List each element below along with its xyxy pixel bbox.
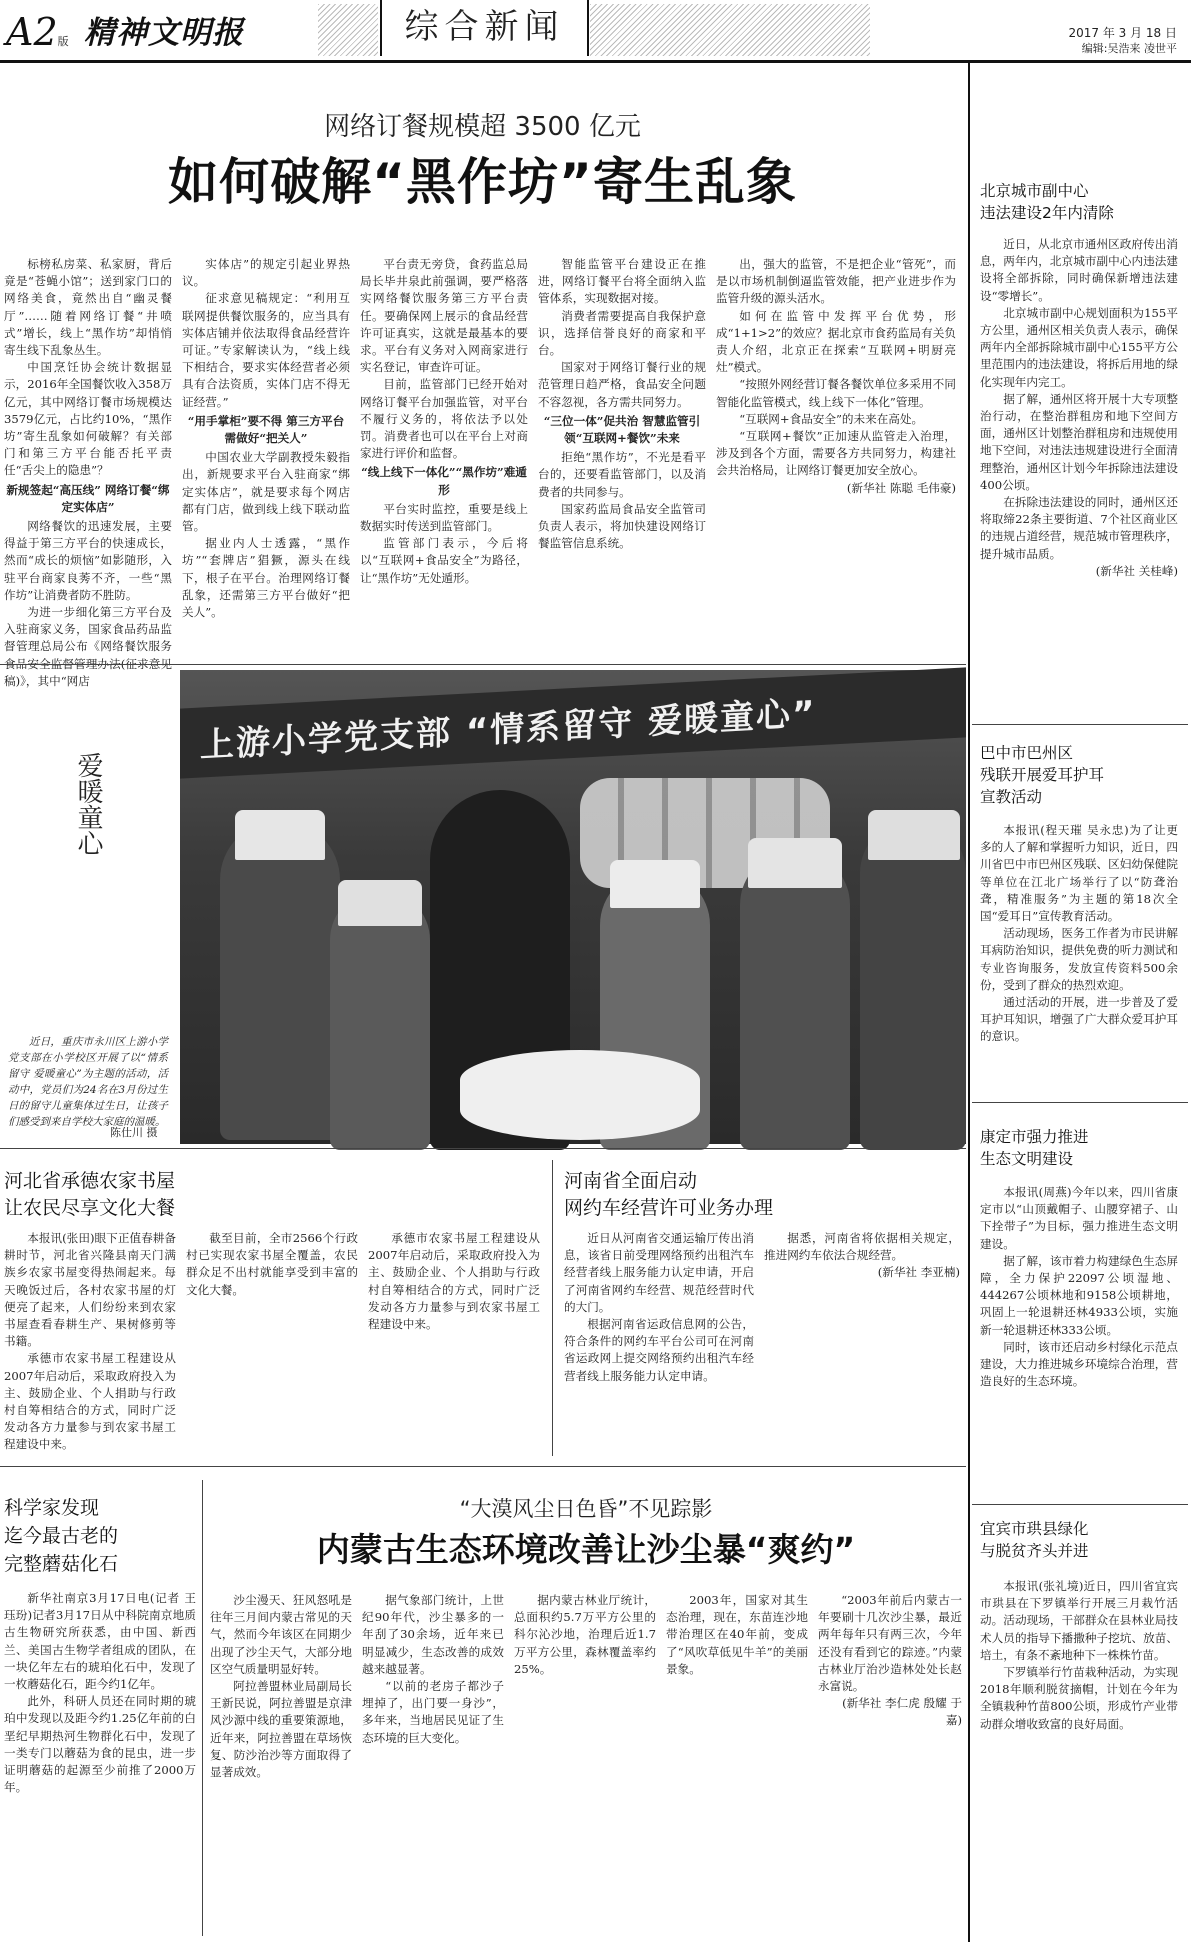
sidebar4-body — [980, 1578, 1178, 1936]
caption-text: 近日，重庆市永川区上游小学党支部在小学校区开展了以“情系留守 爱暖童心”为主题的活动，活动中，党员们为24名在3月份过生日的留守儿童集体过生日，让孩子们感受到来自学校大家庭的温暖。 — [8, 1036, 168, 1128]
paragraph: 通过活动的开展，进一步普及了爱耳护耳知识，增强了广大群众爱耳护耳的意识。 — [980, 995, 1178, 1044]
paragraph: 平台责无旁贷，食药监总局局长毕井泉此前强调，要严格落实网络餐饮服务第三方平台责任。要确保网上展示的食品经营许可证真实，这就是最基本的要求。平台有义务对入网商家进行实名登记，审查许可证。 — [360, 257, 528, 375]
crown-hat — [748, 838, 842, 888]
photo-side-title: 爱暖童心 — [73, 752, 103, 856]
subhead: “用手掌柜”要不得 第三方平台需做好“把关人” — [187, 413, 345, 446]
sidebar-rule — [972, 724, 1188, 725]
story5-col-4 — [666, 1592, 808, 1936]
paragraph: 承德市农家书屋工程建设从2007年启动后，采取政府投入为主、鼓励企业、个人捐助与行政村自筹相结合的方式，同时广泛发动各方力量参与到农家书屋工程建设中来。 — [368, 1231, 540, 1332]
paragraph: 中国农业大学副教授朱毅指出，新规要求平台入驻商家“绑定实体店”，就是要求每个网店都有门店，做到线上线下联动监管。 — [182, 450, 350, 534]
bottom-section-rule — [0, 1466, 966, 1467]
paragraph: 中国烹饪协会统计数据显示，2016年全国餐饮收入358万亿元，其中网络订餐市场规模达3579亿元，占比约10%，“黑作坊”寄生乱象如何破解？有关部门和第三方平台能否托平责任“舌尖上的隐患”？ — [4, 360, 172, 478]
paragraph: 据内蒙古林业厅统计，总面积约5.7万平方公里的科尔沁沙地，治理后近1.7万平方公里，森林覆盖率约25%。 — [514, 1593, 656, 1676]
masthead-rule — [0, 60, 1191, 63]
sidebar4-title: 宜宾市珙县绿化 与脱贫齐头并进 — [980, 1520, 1089, 1560]
paragraph: 据气象部门统计，上世纪90年代，沙尘暴多的一年刮了30余场，近年来已明显减少，生态改善的成效越来越显著。 — [362, 1593, 504, 1676]
paragraph: 实体店”的规定引起业界热议。 — [182, 257, 350, 289]
masthead-hatch-right — [590, 4, 870, 56]
child-figure — [220, 820, 340, 1140]
story5-col-1 — [210, 1592, 352, 1936]
paragraph: 智能监管平台建设正在推进，网络订餐平台将全面纳入监管体系，实现数据对接。 — [538, 257, 706, 306]
paragraph: 据了解，该市着力构建绿色生态屏障，全力保护22097公顷湿地、444267公顷林地和9158公顷耕地，巩固上一轮退耕还林4933公顷，实施新一轮退耕还林333公顷。 — [980, 1253, 1178, 1337]
crown-hat — [868, 810, 960, 860]
child-figure — [740, 850, 850, 1150]
editors: 编辑:吴浩来 凌世平 — [1081, 42, 1177, 55]
paragraph: 沙尘漫天、狂风怒吼是往年三月间内蒙古常见的天气，然而今年该区在同期少出现了沙尘天气，大部分地区空气质量明显好转。 — [210, 1593, 352, 1676]
paragraph: 近日从河南省交通运输厅传出消息，该省日前受理网络预约出租汽车经营者线上服务能力认定申请，开启了河南省网约车经营、规范经营时代的大门。 — [564, 1231, 754, 1314]
paragraph: 下罗镇举行竹苗栽种活动，为实现2018年顺利脱贫摘帽，计划在今年为全镇栽种竹苗800公顷，形成竹产业带动群众增收致富的良好局面。 — [980, 1665, 1178, 1731]
paragraph: 国家对于网络订餐行业的规范管理日趋严格，食品安全问题不容忽视，各方需共同努力。 — [538, 360, 706, 409]
story3-title: 河南省全面启动 网约车经营许可业务办理 — [564, 1170, 774, 1219]
byline: (新华社 关桂峰) — [1095, 563, 1178, 578]
byline: (新华社 李仁虎 殷耀 于嘉) — [842, 1696, 962, 1728]
paragraph: 此外，科研人员还在同时期的琥珀中发现以及距今约1.25亿年前的白垩纪早期热河生物群化石中，发现了一类专门以蘑菇为食的昆虫，进一步证明蘑菇的起源至少前推了2000万年。 — [4, 1694, 196, 1795]
sidebar-rule — [972, 1504, 1188, 1505]
paragraph: 国家药监局食品安全监管司负责人表示，将加快建设网络订餐监管信息系统。 — [538, 501, 706, 551]
story5-col-3 — [514, 1592, 656, 1936]
page-number-suffix: 版 — [57, 35, 69, 48]
paper-name: 精神文明报 — [84, 15, 244, 51]
lead-column-2 — [182, 256, 350, 652]
column-divider — [202, 1480, 203, 1936]
sidebar1-body — [980, 236, 1178, 678]
sidebar-rule — [972, 1102, 1188, 1103]
paragraph: 征求意见稿规定：“利用互联网提供餐饮服务的，应当具有实体店铺并依法取得食品经营许可证。”专家解读认为，“线上线下相结合，要求实体经营者必须具有合法资质，实体门店不得无证经营。” — [182, 291, 350, 409]
paragraph: “以前的老房子都沙子埋掉了，出门要一身沙”，多年来，当地居民见证了生态环境的巨大变化。 — [362, 1679, 504, 1745]
masthead-hatch — [318, 4, 378, 56]
child-figure — [330, 890, 430, 1150]
paragraph: “按照外网经营订餐各餐饮单位多采用不同智能化监管模式，线上线下一体化”管理。 — [716, 377, 956, 409]
paragraph: “互联网+食品安全”的未来在高处。 — [739, 411, 924, 426]
sidebar2-title: 巴中市巴州区 残联开展爱耳护耳 宣教活动 — [980, 744, 1105, 806]
story2-col-2 — [186, 1230, 358, 1450]
story2-title: 河北省承德农家书屋 让农民尽享文化大餐 — [4, 1170, 176, 1219]
child-figure — [860, 820, 966, 1150]
paragraph: 阿拉善盟林业局副局长王新民说，阿拉善盟是京津风沙源中线的重要策源地，近年来，阿拉善盟在草场恢复、防沙治沙等方面取得了显著成效。 — [210, 1679, 352, 1780]
crown-hat — [338, 880, 422, 926]
column-divider — [552, 1160, 553, 1456]
subhead: “三位一体”促共治 智慧监管引领“互联网+餐饮”未来 — [543, 413, 701, 446]
photo-banner-text: 上游小学党支部 “情系留守 爱暖童心” — [200, 693, 817, 766]
paragraph: 据悉，河南省将依据相关规定，推进网约车依法合规经营。 — [764, 1231, 960, 1263]
paragraph: 2003年，国家对其生态治理，现在，东苗连沙地带治理区在40年前，变成了“风吹草低见牛羊”的美丽景象。 — [666, 1593, 808, 1676]
paragraph: 根据河南省运政信息网的公告，符合条件的网约车平台公司可在河南省运政网上提交网络预约出租汽车经营者线上服务能力认定申请。 — [564, 1317, 754, 1383]
crown-hat — [235, 810, 325, 860]
story3-col-1 — [564, 1230, 754, 1450]
page-number-main: A2 — [6, 10, 58, 54]
news-photo — [180, 670, 966, 1144]
lead-column-4 — [538, 256, 706, 652]
sidebar2-body — [980, 822, 1178, 1078]
paragraph: 活动现场，医务工作者为市民讲解耳病防治知识，提供免费的听力测试和专业咨询服务，发放宣传资料500余份，受到了群众的热烈欢迎。 — [980, 926, 1178, 992]
paragraph: 监管部门表示，今后将以“互联网+食品安全”为路径，让“黑作坊”无处遁形。 — [360, 536, 528, 585]
paragraph: 新华社南京3月17日电(记者 王珏玢)记者3月17日从中科院南京地质古生物研究所获悉，由中国、新西兰、美国古生物学者组成的团队，在一块亿年左右的琥珀化石中，发现了一枚蘑菇化石，距今约1亿年。 — [4, 1591, 196, 1692]
section-box — [380, 0, 589, 56]
paragraph: 目前，监管部门已经开始对网络订餐平台加强监管，对平台不履行义务的，将依法予以处罚。消费者也可以在平台上对商家进行评价和监督。 — [360, 377, 528, 461]
sidebar1-title: 北京城市副中心 违法建设2年内清除 — [980, 182, 1114, 222]
paragraph: 据业内人士透露，“黑作坊”“套牌店”猖獗，源头在线下，根子在平台。治理网络订餐乱象，还需第三方平台做好“把关人”。 — [182, 536, 350, 620]
paragraph: 平台实时监控，重要是线上数据实时传送到监管部门。 — [360, 501, 528, 534]
photo-caption — [8, 1034, 168, 1128]
paragraph: 截至目前，全市2566个行政村已实现农家书屋全覆盖，农民群众足不出村就能享受到丰富的文化大餐。 — [186, 1231, 358, 1297]
lead-column-3 — [360, 256, 528, 652]
story4-title: 科学家发现 迄今最古老的 完整蘑菇化石 — [4, 1497, 119, 1575]
paragraph: 在拆除违法建设的同时，通州区还将取缔22条主要街道、7个社区商业区的违规占道经营，规范城市管理秩序，提升城市品质。 — [980, 495, 1178, 561]
paragraph: 近日，从北京市通州区政府传出消息，两年内，北京城市副中心内违法建设将全部拆除，同时确保新增违法建设“零增长”。 — [980, 237, 1178, 303]
paragraph: 同时，该市还启动乡村绿化示范点建设，大力推进城乡环境综合治理，营造良好的生态环境。 — [980, 1339, 1178, 1389]
photo-credit: 陈仕川 摄 — [110, 1126, 158, 1139]
paragraph: 本报讯(张田)眼下正值春耕备耕时节，河北省兴隆县南天门满族乡农家书屋变得热闹起来。每天晚饭过后，各村农家书屋的灯便亮了起来，人们纷纷来到农家书屋查看春耕生产、果树修剪等书籍。 — [4, 1231, 176, 1349]
story2-col-3 — [368, 1230, 540, 1450]
byline: (新华社 陈聪 毛伟豪) — [846, 480, 956, 495]
story5-kicker: “大漠风尘日色昏”不见踪影 — [459, 1497, 713, 1521]
story4-body — [4, 1590, 196, 1936]
sidebar3-body — [980, 1184, 1178, 1496]
paragraph: 标榜私房菜、私家厨，背后竟是“苍蝇小馆”；送到家门口的网络美食，竟然出自“幽灵餐厅”……随着网络订餐“井喷式”增长，线上“黑作坊”却悄悄寄生线下乱象丛生。 — [4, 257, 172, 358]
paragraph: 本报讯(张礼境)近日，四川省宜宾市珙县在下罗镇举行开展三月栽竹活动。活动现场，干部群众在县林业局技术人员的指导下播撒种子挖坑、放苗、培土，有条不紊地种下一株株竹苗。 — [980, 1579, 1178, 1662]
subhead: 新规签起“高压线” 网络订餐“绑定实体店” — [6, 482, 170, 514]
crown-hat — [610, 860, 700, 908]
paragraph: 拒绝“黑作坊”，不光是看平台的，还要看监管部门，以及消费者的共同参与。 — [538, 450, 706, 499]
paragraph: 网络餐饮的迅速发展，主要得益于第三方平台的快速成长，然而“成长的烦恼”如影随形，入驻平台商家良莠不齐，一些“黑作坊”让消费者防不胜防。 — [4, 519, 172, 602]
paragraph: 承德市农家书屋工程建设从2007年启动后，采取政府投入为主、鼓励企业、个人捐助与行政村自筹相结合的方式，同时广泛发动各方力量参与到农家书屋工程建设中来。 — [4, 1351, 176, 1452]
lead-column-5 — [716, 256, 956, 652]
paragraph: 北京城市副中心规划面积为155平方公里，通州区相关负责人表示，确保两年内全部拆除城市副中心155平方公里范围内的违法建设，将拆后用地的绿化实现年内完工。 — [980, 305, 1178, 389]
story5-headline: 内蒙古生态环境改善让沙尘暴“爽约” — [316, 1530, 856, 1569]
photo-bottom-rule — [0, 1148, 966, 1149]
lead-headline: 如何破解“黑作坊”寄生乱象 — [168, 153, 797, 211]
paragraph: “2003年前后内蒙古一年要刷十几次沙尘暴，最近两年每年只有两三次，今年还没有看到它的踪迹。”内蒙古林业厅治沙造林处处长赵永富说。 — [818, 1593, 962, 1694]
subhead: “线上线下一体化”“黑作坊”难遁形 — [361, 465, 527, 497]
page-number — [6, 12, 69, 62]
birthday-cake — [460, 1050, 700, 1140]
issue-date: 2017 年 3 月 18 日 — [1068, 26, 1177, 40]
paragraph: 消费者需要提高自我保护意识，选择信誉良好的商家和平台。 — [538, 308, 706, 358]
section-title: 综合新闻 — [404, 7, 565, 47]
paragraph: 如何在监管中发挥平台优势，形成“1+1>2”的效应？据北京市食药监局有关负责人介绍，北京正在探索“互联网+明厨亮灶”模式。 — [716, 308, 956, 375]
story5-col-2 — [362, 1592, 504, 1936]
story5-col-5 — [818, 1592, 962, 1936]
paragraph: 为进一步细化第三方平台及入驻商家义务，国家食品药品监督管理总局公布《网络餐饮服务食品安全监督管理办法(征求意见稿)》，其中“网店 — [4, 605, 172, 688]
photo-top-rule — [0, 664, 966, 665]
lead-column-1 — [4, 256, 172, 688]
paragraph: “互联网+餐饮”正加速从监管走入治理，涉及到各个方面，需要各方共同努力，构建社会共治格局，让网络订餐更加安全放心。 — [716, 429, 956, 478]
byline: (新华社 李亚楠) — [877, 1265, 960, 1280]
paragraph: 据了解，通州区将开展十大专项整治行动，在整治群租房和地下空间方面，通州区计划整治群租房和违规使用地下空间，对违法违规建设进行全面清理整治，通州区计划今年拆除违法建设400公顷。 — [980, 391, 1178, 492]
lead-kicker: 网络订餐规模超 3500 亿元 — [324, 112, 641, 142]
story2-col-1 — [4, 1230, 176, 1450]
sidebar-divider — [968, 62, 970, 1942]
paragraph: 本报讯(程天璀 吴永忠)为了让更多的人了解和掌握听力知识，近日，四川省巴中市巴州区残联、区妇幼保健院等单位在江北广场举行了以“防聋治聋，精准服务”为主题的第18次全国“爱耳日”宣传教育活动。 — [980, 823, 1178, 924]
paragraph: 出，强大的监管，不是把企业“管死”，而是以市场机制倒逼监管效能，把产业进步作为监管升级的源头活水。 — [716, 257, 956, 306]
sidebar3-title: 康定市强力推进 生态文明建设 — [980, 1128, 1089, 1168]
story3-col-2 — [764, 1230, 960, 1450]
paragraph: 本报讯(周燕)今年以来，四川省康定市以“山顶戴帽子、山腰穿裙子、山下拴带子”为目标，强力推进生态文明建设。 — [980, 1185, 1178, 1251]
